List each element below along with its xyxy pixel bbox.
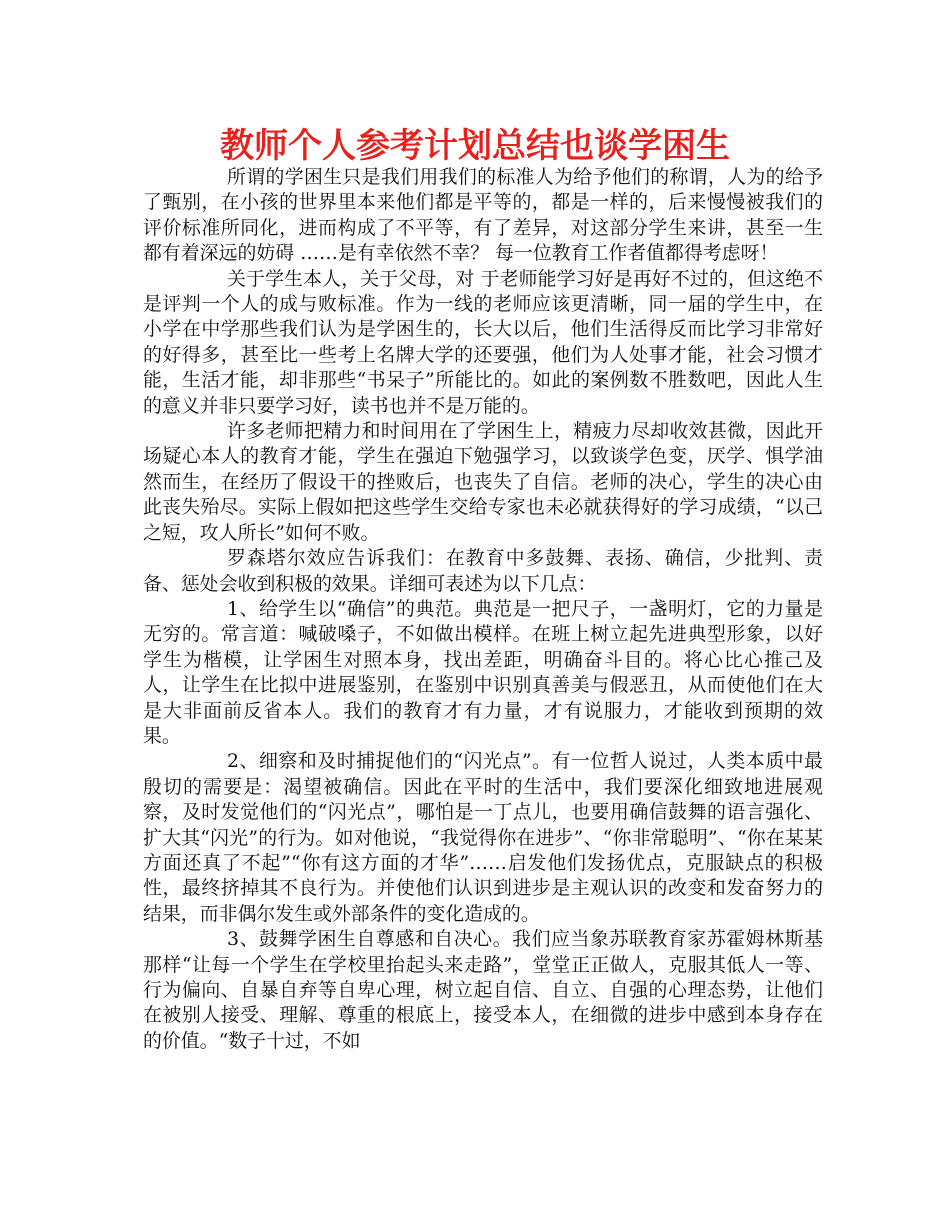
paragraph-2: 关于学生本人，关于父母，对 于老师能学习好是再好不过的，但这绝不是评判一个人的成与败标准。作为一线的老师应该更清晰，同一届的学生中，在小学在中学那些我们认为是学困生的，长大以后，他们生活得反而比学习非常好的好得多，甚至比一些考上名牌大学的还要强，他们为人处事才能，社会习惯才能，生活才能，却非那些“书呆子”所能比的。如此的案例数不胜数吧，因此人生的意义并非只要学习好，读书也并不是万能的。	[143, 267, 823, 417]
paragraph-5: 1、给学生以“确信”的典范。典范是一把尺子，一盏明灯，它的力量是无穷的。常言道：喊破嗓子，不如做出模样。在班上树立起先进典型形象，以好学生为楷模，让学困生对照本身，找出差距，明确奋斗目的。将心比心推己及人，让学生在比拟中进展鉴别，在鉴别中识别真善美与假恶丑，从而使他们在大是大非面前反省本人。我们的教育才有力量，才有说服力，才能收到预期的效果。	[143, 597, 823, 747]
document-body	[143, 165, 823, 1054]
document-title: 教师个人参考计划总结也谈学困生	[220, 126, 730, 166]
paragraph-1: 所谓的学困生只是我们用我们的标准人为给予他们的称谓，人为的给予了甄别，在小孩的世界里本来他们都是平等的，都是一样的，后来慢慢被我们的评价标准所同化，进而构成了不平等，有了差异，对这部分学生来讲，甚至一生都有着深远的妨碍 ……是有幸依然不幸？ 每一位教育工作者值都得考虑呀！	[143, 166, 823, 265]
paragraph-4: 罗森塔尔效应告诉我们：在教育中多鼓舞、表扬、确信，少批判、责备、惩处会收到积极的效果。详细可表述为以下几点：	[143, 547, 823, 595]
paragraph-7: 3、鼓舞学困生自尊感和自决心。我们应当象苏联教育家苏霍姆林斯基那样“让每一个学生在学校里抬起头来走路”，堂堂正正做人，克服其低人一等、行为偏向、自暴自弃等自卑心理，树立起自信、自立、自强的心理态势，让他们在被别人接受、理解、尊重的根底上，接受本人，在细微的进步中感到本身存在的价值。“数子十过，不如	[143, 928, 823, 1052]
paragraph-6: 2、细察和及时捕捉他们的“闪光点”。有一位哲人说过，人类本质中最殷切的需要是：渴望被确信。因此在平时的生活中，我们要深化细致地进展观察，及时发觉他们的“闪光点”，哪怕是一丁点儿，也要用确信鼓舞的语言强化、扩大其“闪光”的行为。如对他说，“我觉得你在进步”、“你非常聪明”、“你在某某方面还真了不起”“你有这方面的才华”……启发他们发扬优点，克服缺点的积极性，最终挤掉其不良行为。并使他们认识到进步是主观认识的改变和发奋努力的结果，而非偶尔发生或外部条件的变化造成的。	[143, 750, 823, 925]
paragraph-3: 许多老师把精力和时间用在了学困生上，精疲力尽却收效甚微，因此开场疑心本人的教育才能，学生在强迫下勉强学习，以致谈学色变，厌学、惧学油然而生，在经历了假设干的挫败后，也丧失了自信。老师的决心，学生的决心由此丧失殆尽。实际上假如把这些学生交给专家也未必就获得好的学习成绩，“以己之短，攻人所长”如何不败。	[143, 420, 823, 544]
